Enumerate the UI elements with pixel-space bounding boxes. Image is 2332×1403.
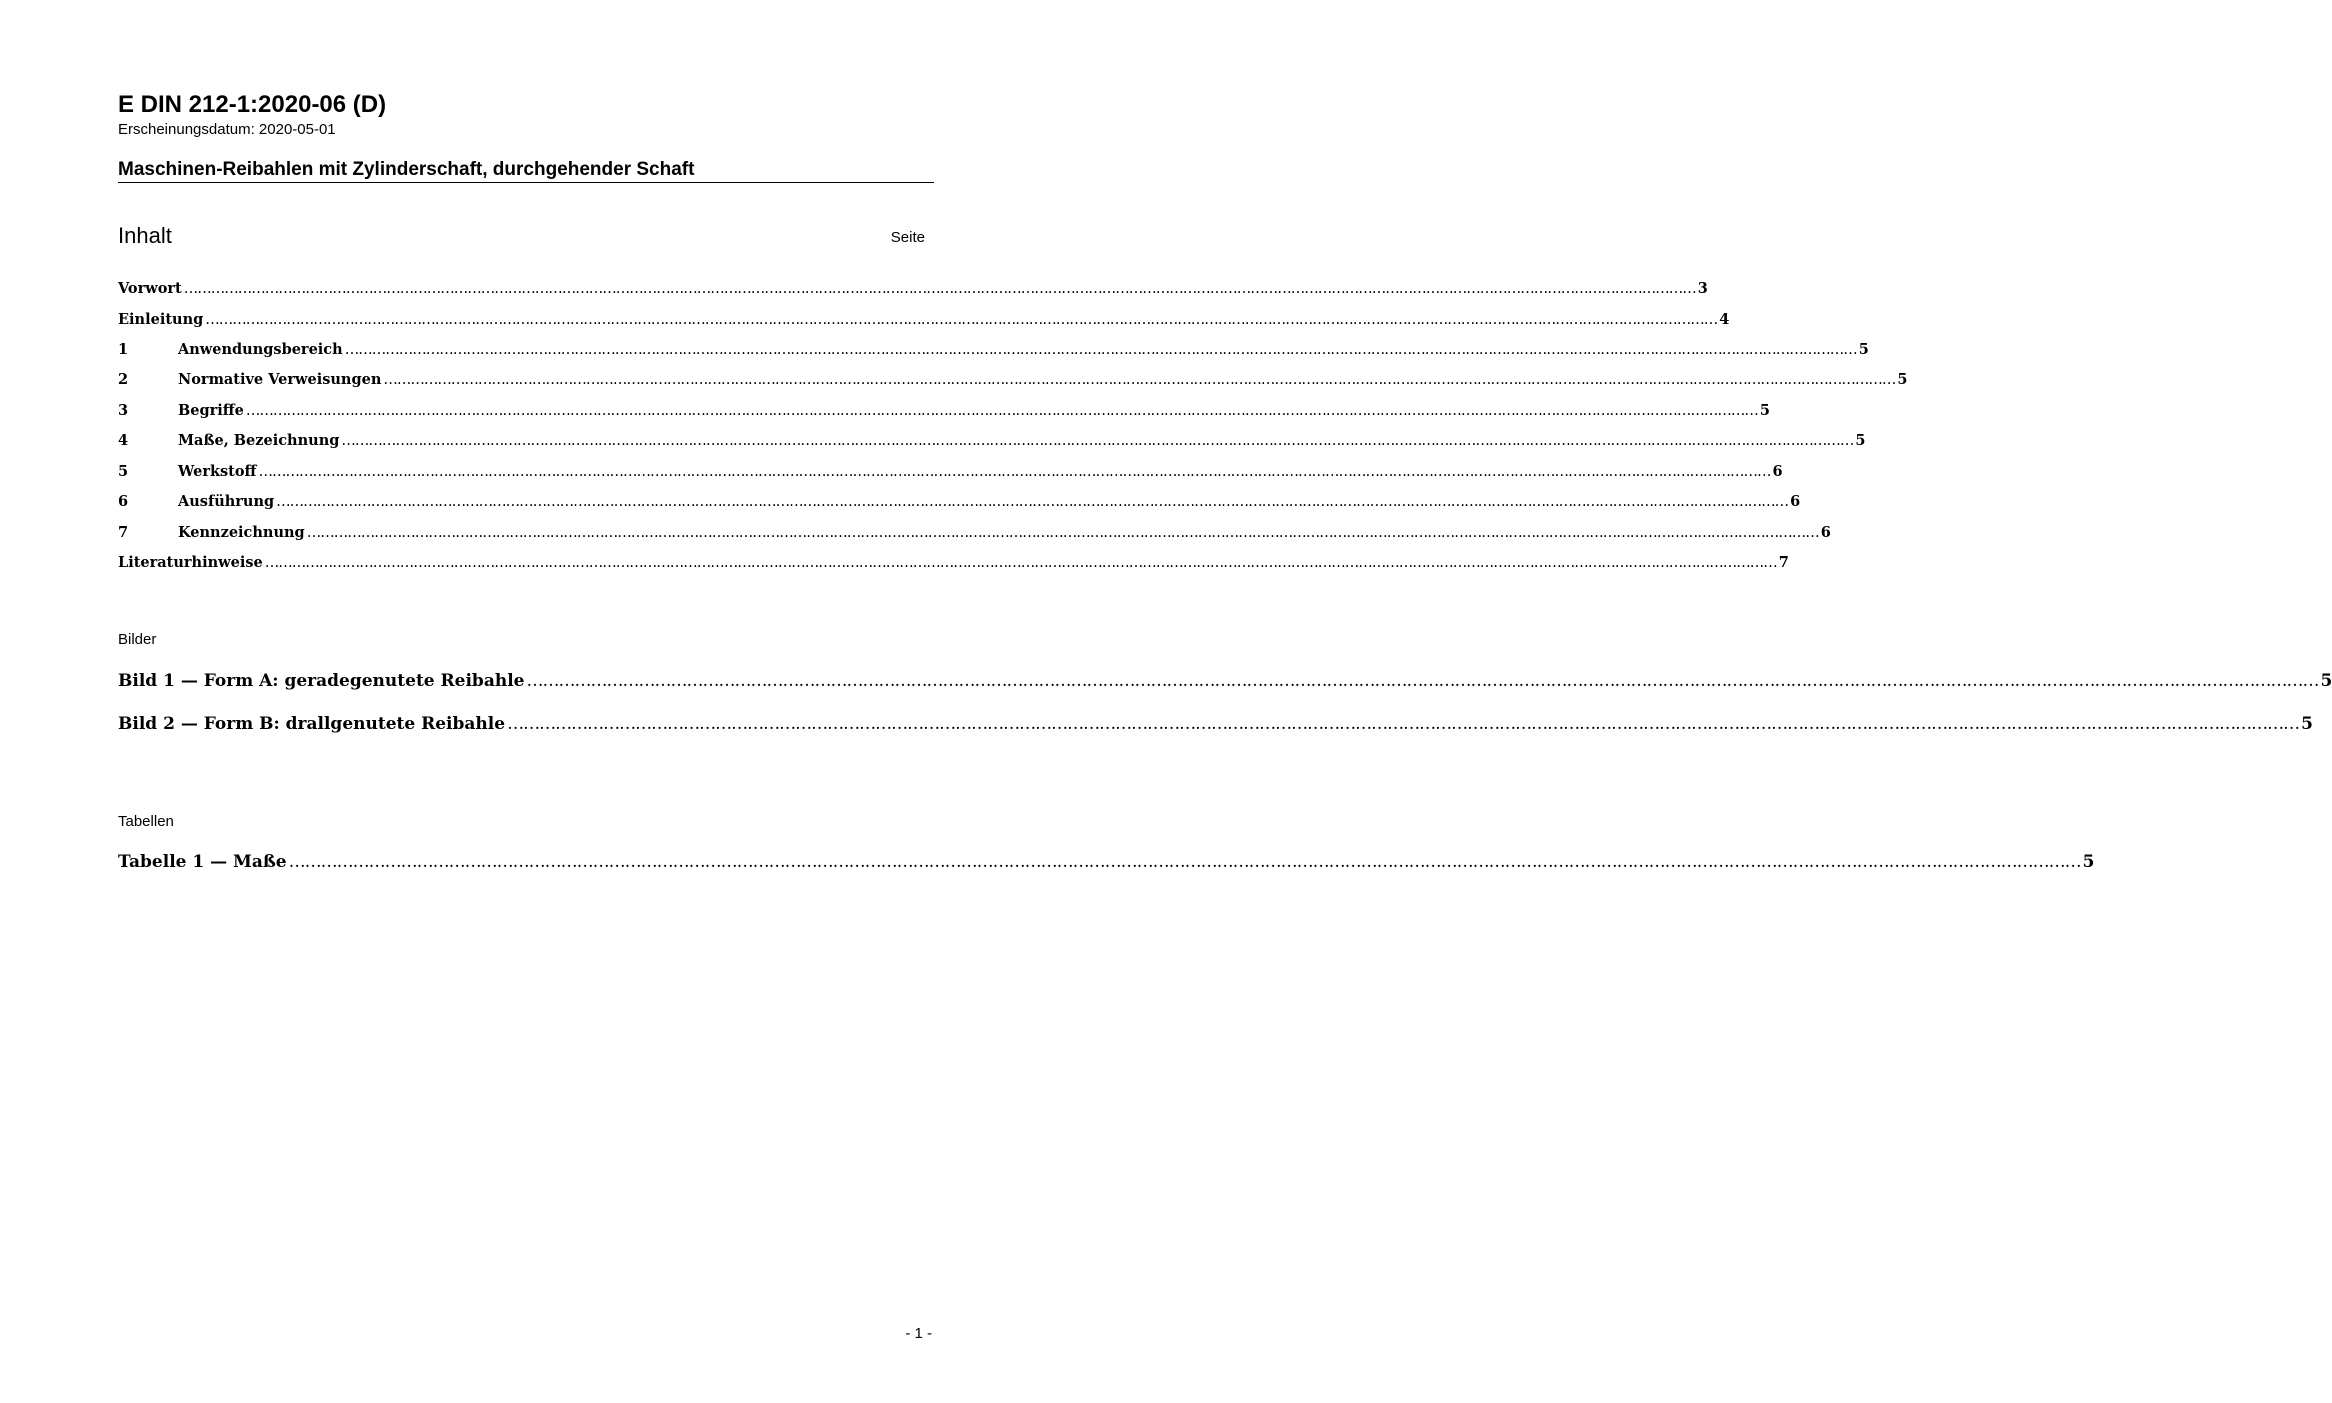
toc-entry-page: 5 xyxy=(1897,371,1908,388)
toc-entry-number: 1 xyxy=(118,341,129,358)
toc-entry-text: Ausführung xyxy=(178,493,275,510)
toc-entry-page: 4 xyxy=(1719,311,1730,328)
toc-entry-vorwort[interactable] xyxy=(118,279,1708,299)
dot-leader: ………………………………………………………………………………………………………………………………………………………………………………………………………………………………………………………………………………………………………… xyxy=(258,464,1771,480)
table-entry-page: 5 xyxy=(2082,852,2095,872)
dot-leader: ………………………………………………………………………………………………………………………………………………………………………………………………………………………………………………………………………………………………………… xyxy=(344,342,1857,358)
toc-entry-4[interactable] xyxy=(118,431,1866,451)
toc-entry-einleitung[interactable] xyxy=(118,310,1730,330)
toc-entry-page: 6 xyxy=(1772,463,1783,480)
document-title: E DIN 212-1:2020-06 (D) xyxy=(118,91,387,118)
toc-entry-text: Literaturhinweise xyxy=(118,554,263,571)
toc-entry-page: 5 xyxy=(1858,341,1869,358)
toc-entry-number: 7 xyxy=(118,524,129,541)
toc-entry-text: Maße, Bezeichnung xyxy=(178,432,340,449)
dot-leader: ………………………………………………………………………………………………………………………………………………………………………………………………………………………………………………………………………………………………………… xyxy=(276,494,1789,510)
toc-entry-page: 6 xyxy=(1790,493,1801,510)
toc-entry-page: 5 xyxy=(1855,432,1866,449)
title-divider xyxy=(118,182,934,183)
issue-date: Erscheinungsdatum: 2020-05-01 xyxy=(118,121,336,138)
toc-entry-number: 2 xyxy=(118,371,129,388)
toc-entry-text: Werkstoff xyxy=(178,463,257,480)
toc-entry-page: 3 xyxy=(1697,280,1708,297)
dot-leader: ………………………………………………………………………………………………………………………………………………………………………………………………………………………………………………………………………………………………………… xyxy=(183,281,1696,297)
toc-entry-5[interactable] xyxy=(118,462,1783,482)
dot-leader: ………………………………………………………………………………………………………………………………………………………………………………………………………………………………………………………………………………………………………… xyxy=(526,671,2319,691)
dot-leader: ………………………………………………………………………………………………………………………………………………………………………………………………………………………………………………………………………………………………………… xyxy=(205,312,1718,328)
figure-entry-text: Bild 2 — Form B: drallgenutete Reibahle xyxy=(118,714,506,734)
document-subtitle: Maschinen-Reibahlen mit Zylinderschaft, durchgehender Schaft xyxy=(118,159,695,180)
toc-entry-text: Normative Verweisungen xyxy=(178,371,382,388)
dot-leader: ………………………………………………………………………………………………………………………………………………………………………………………………………………………………………………………………………………………………………… xyxy=(245,403,1758,419)
figure-entry-2[interactable] xyxy=(118,712,2313,736)
toc-entry-text: Begriffe xyxy=(178,402,244,419)
table-entry-1[interactable] xyxy=(118,850,2095,874)
toc-entry-number: 4 xyxy=(118,432,129,449)
toc-heading: Inhalt xyxy=(118,223,172,248)
dot-leader: ………………………………………………………………………………………………………………………………………………………………………………………………………………………………………………………………………………………………………… xyxy=(341,433,1854,449)
dot-leader: ………………………………………………………………………………………………………………………………………………………………………………………………………………………………………………………………………………………………………… xyxy=(288,852,2081,872)
toc-entry-3[interactable] xyxy=(118,401,1770,421)
figure-entry-text: Bild 1 — Form A: geradegenutete Reibahle xyxy=(118,671,525,691)
toc-entry-text: Kennzeichnung xyxy=(178,524,305,541)
dot-leader: ………………………………………………………………………………………………………………………………………………………………………………………………………………………………………………………………………………………………………… xyxy=(264,555,1777,571)
toc-entry-1[interactable] xyxy=(118,340,1869,360)
toc-entry-text: Vorwort xyxy=(118,280,182,297)
dot-leader: ………………………………………………………………………………………………………………………………………………………………………………………………………………………………………………………………………………………………………… xyxy=(383,372,1896,388)
toc-entry-text: Anwendungsbereich xyxy=(178,341,343,358)
page-column-label: Seite xyxy=(890,229,925,246)
toc-entry-number: 6 xyxy=(118,493,129,510)
figures-label: Bilder xyxy=(118,631,157,648)
toc-entry-page: 5 xyxy=(1759,402,1770,419)
figure-entry-page: 5 xyxy=(2320,671,2332,691)
toc-entry-text: Einleitung xyxy=(118,311,204,328)
toc-entry-2[interactable] xyxy=(118,370,1908,390)
toc-entry-number: 5 xyxy=(118,463,129,480)
figure-entry-page: 5 xyxy=(2301,714,2313,734)
toc-entry-6[interactable] xyxy=(118,492,1801,512)
table-entry-text: Tabelle 1 — Maße xyxy=(118,852,287,872)
toc-entry-page: 6 xyxy=(1820,524,1831,541)
toc-entry-number: 3 xyxy=(118,402,129,419)
toc-entry-literaturhinweise[interactable] xyxy=(118,553,1789,573)
toc-entry-page: 7 xyxy=(1778,554,1789,571)
dot-leader: ………………………………………………………………………………………………………………………………………………………………………………………………………………………………………………………………………………………………………… xyxy=(507,714,2300,734)
tables-label: Tabellen xyxy=(118,813,174,830)
page-number: - 1 - xyxy=(905,1325,932,1342)
dot-leader: ………………………………………………………………………………………………………………………………………………………………………………………………………………………………………………………………………………………………………… xyxy=(306,525,1819,541)
toc-entry-7[interactable] xyxy=(118,523,1831,543)
figure-entry-1[interactable] xyxy=(118,669,2332,693)
